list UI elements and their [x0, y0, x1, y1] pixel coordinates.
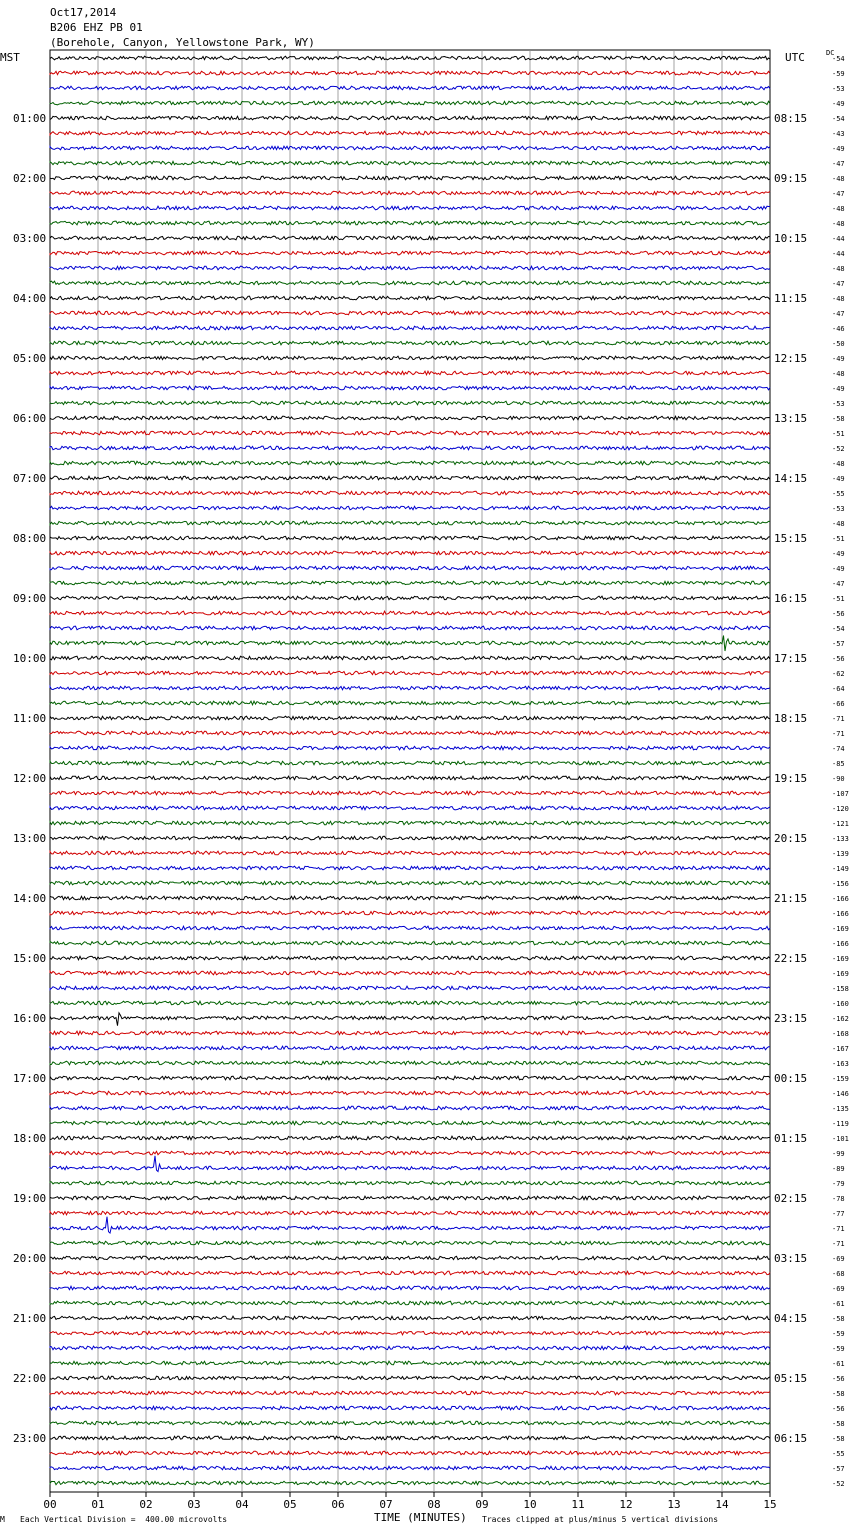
dc-offset-label: -49	[832, 145, 845, 153]
trace-line	[50, 731, 770, 735]
x-tick-label: 00	[43, 1498, 57, 1511]
trace-line	[50, 101, 770, 105]
dc-offset-label: -149	[832, 865, 849, 873]
trace-line	[50, 176, 770, 180]
dc-offset-label: -53	[832, 85, 845, 93]
trace-line	[50, 116, 770, 120]
dc-offset-label: -74	[832, 745, 845, 753]
mst-hour-label: 20:00	[13, 1252, 47, 1265]
dc-offset-label: -66	[832, 700, 845, 708]
dc-offset-label: -44	[832, 235, 845, 243]
utc-hour-label: 17:15	[774, 652, 808, 665]
dc-offset-label: -146	[832, 1090, 849, 1098]
trace-line	[50, 1346, 770, 1350]
dc-offset-label: -58	[832, 1315, 845, 1323]
dc-offset-label: -47	[832, 310, 845, 318]
dc-offset-label: -71	[832, 715, 845, 723]
x-tick-label: 11	[571, 1498, 585, 1511]
trace-line	[50, 986, 770, 990]
dc-offset-label: -133	[832, 835, 849, 843]
dc-offset-label: -68	[832, 1270, 845, 1278]
utc-hour-label: 15:15	[774, 532, 808, 545]
dc-offset-label: -58	[832, 1435, 845, 1443]
trace-line	[50, 806, 770, 810]
utc-hour-label: 02:15	[774, 1192, 808, 1205]
mst-hour-label: 05:00	[13, 352, 47, 365]
trace-line	[50, 836, 770, 840]
dc-offset-label: -49	[832, 475, 845, 483]
x-axis-title: TIME (MINUTES)	[374, 1511, 467, 1524]
mst-hour-label: 13:00	[13, 832, 47, 845]
trace-line	[50, 1076, 770, 1080]
utc-hour-label: 16:15	[774, 592, 808, 605]
dc-offset-label: -166	[832, 895, 849, 903]
trace-line	[50, 536, 770, 540]
trace-line	[50, 1217, 770, 1233]
dc-offset-label: -120	[832, 805, 849, 813]
dc-offset-label: -52	[832, 1480, 845, 1488]
x-tick-label: 01	[91, 1498, 105, 1511]
utc-hour-label: 20:15	[774, 832, 808, 845]
utc-hour-label: 23:15	[774, 1012, 808, 1025]
trace-line	[50, 161, 770, 165]
dc-offset-label: -159	[832, 1075, 849, 1083]
x-tick-label: 14	[715, 1498, 729, 1511]
x-tick-label: 07	[379, 1498, 393, 1511]
dc-offset-label: -101	[832, 1135, 849, 1143]
trace-line	[50, 296, 770, 300]
dc-offset-label: -64	[832, 685, 845, 693]
dc-offset-label: -69	[832, 1255, 845, 1263]
trace-line	[50, 416, 770, 420]
dc-offset-label: -62	[832, 670, 845, 678]
trace-line	[50, 941, 770, 945]
trace-line	[50, 1181, 770, 1185]
dc-offset-label: -107	[832, 790, 849, 798]
trace-line	[50, 371, 770, 375]
utc-hour-label: 06:15	[774, 1432, 808, 1445]
dc-offset-label: -54	[832, 115, 845, 123]
trace-line	[50, 251, 770, 255]
trace-line	[50, 611, 770, 615]
dc-offset-label: -48	[832, 265, 845, 273]
x-tick-label: 06	[331, 1498, 345, 1511]
utc-hour-label: 18:15	[774, 712, 808, 725]
trace-line	[50, 1256, 770, 1260]
dc-offset-label: -46	[832, 325, 845, 333]
trace-line	[50, 71, 770, 75]
x-tick-label: 04	[235, 1498, 249, 1511]
trace-line	[50, 581, 770, 585]
mst-hour-label: 23:00	[13, 1432, 47, 1445]
dc-offset-label: -55	[832, 490, 845, 498]
utc-hour-label: 01:15	[774, 1132, 808, 1145]
dc-offset-label: -58	[832, 1420, 845, 1428]
utc-hour-label: 10:15	[774, 232, 808, 245]
dc-offset-label: -49	[832, 355, 845, 363]
mst-hour-label: 04:00	[13, 292, 47, 305]
trace-line	[50, 716, 770, 720]
utc-hour-label: 12:15	[774, 352, 808, 365]
trace-line	[50, 1421, 770, 1425]
utc-hour-label: 08:15	[774, 112, 808, 125]
dc-offset-label: -90	[832, 775, 845, 783]
dc-offset-label: -49	[832, 385, 845, 393]
utc-hour-label: 04:15	[774, 1312, 808, 1325]
dc-offset-label: -59	[832, 1330, 845, 1338]
trace-line	[50, 596, 770, 600]
dc-offset-label: -51	[832, 430, 845, 438]
dc-offset-label: -56	[832, 1375, 845, 1383]
dc-offset-label: -85	[832, 760, 845, 768]
mst-hour-label: 12:00	[13, 772, 47, 785]
trace-line	[50, 776, 770, 780]
trace-line	[50, 491, 770, 495]
dc-offset-label: -158	[832, 985, 849, 993]
dc-offset-label: -61	[832, 1360, 845, 1368]
mst-hour-label: 10:00	[13, 652, 47, 665]
mst-hour-label: 18:00	[13, 1132, 47, 1145]
dc-offset-label: -57	[832, 640, 845, 648]
station-location: (Borehole, Canyon, Yellowstone Park, WY)	[50, 36, 315, 49]
plot-date: Oct17,2014	[50, 6, 117, 19]
trace-line	[50, 821, 770, 825]
dc-offset-label: -135	[832, 1105, 849, 1113]
trace-line	[50, 1241, 770, 1245]
trace-line	[50, 506, 770, 510]
trace-line	[50, 1156, 770, 1172]
trace-line	[50, 851, 770, 855]
dc-offset-label: -168	[832, 1030, 849, 1038]
trace-line	[50, 446, 770, 450]
mst-hour-label: 15:00	[13, 952, 47, 965]
mst-hour-label: 17:00	[13, 1072, 47, 1085]
dc-offset-label: -78	[832, 1195, 845, 1203]
dc-offset-label: -160	[832, 1000, 849, 1008]
dc-offset-label: -71	[832, 1225, 845, 1233]
trace-line	[50, 1406, 770, 1410]
dc-offset-label: -52	[832, 445, 845, 453]
trace-line	[50, 221, 770, 225]
trace-line	[50, 86, 770, 90]
trace-line	[50, 1361, 770, 1365]
trace-line	[50, 146, 770, 150]
trace-line	[50, 566, 770, 570]
utc-hour-label: 22:15	[774, 952, 808, 965]
station-code: B206 EHZ PB 01	[50, 21, 143, 34]
trace-line	[50, 791, 770, 795]
utc-hour-label: 05:15	[774, 1372, 808, 1385]
dc-offset-label: -48	[832, 205, 845, 213]
trace-line	[50, 1046, 770, 1050]
utc-hour-label: 00:15	[774, 1072, 808, 1085]
trace-line	[50, 341, 770, 345]
trace-line	[50, 326, 770, 330]
trace-line	[50, 686, 770, 690]
utc-hour-label: 09:15	[774, 172, 808, 185]
dc-offset-label: -54	[832, 55, 845, 63]
dc-offset-label: -43	[832, 130, 845, 138]
trace-line	[50, 1136, 770, 1140]
dc-offset-label: -139	[832, 850, 849, 858]
dc-offset-label: -71	[832, 730, 845, 738]
dc-offset-label: -48	[832, 370, 845, 378]
trace-line	[50, 1106, 770, 1110]
dc-offset-label: -49	[832, 100, 845, 108]
dc-offset-label: -49	[832, 565, 845, 573]
dc-offset-label: -57	[832, 1465, 845, 1473]
trace-line	[50, 401, 770, 405]
trace-line	[50, 281, 770, 285]
right-timezone-label: UTC	[785, 51, 805, 64]
dc-offset-label: -59	[832, 70, 845, 78]
trace-line	[50, 956, 770, 960]
dc-offset-label: -166	[832, 910, 849, 918]
dc-offset-label: -48	[832, 175, 845, 183]
x-tick-label: 05	[283, 1498, 297, 1511]
dc-offset-label: -169	[832, 955, 849, 963]
corner-mark: M	[0, 1515, 5, 1524]
trace-line	[50, 461, 770, 465]
dc-offset-label: -49	[832, 550, 845, 558]
dc-offset-label: -99	[832, 1150, 845, 1158]
mst-hour-label: 09:00	[13, 592, 47, 605]
x-tick-label: 10	[523, 1498, 537, 1511]
mst-hour-label: 03:00	[13, 232, 47, 245]
dc-offset-label: -167	[832, 1045, 849, 1053]
mst-hour-label: 02:00	[13, 172, 47, 185]
trace-line	[50, 476, 770, 480]
mst-hour-label: 08:00	[13, 532, 47, 545]
dc-offset-label: -50	[832, 340, 845, 348]
trace-line	[50, 521, 770, 525]
dc-offset-label: -48	[832, 295, 845, 303]
dc-offset-label: -48	[832, 220, 845, 228]
trace-line	[50, 1316, 770, 1320]
dc-offset-label: -166	[832, 940, 849, 948]
dc-offset-header: DC	[826, 49, 835, 57]
dc-offset-label: -56	[832, 1405, 845, 1413]
utc-hour-label: 11:15	[774, 292, 808, 305]
trace-line	[50, 1151, 770, 1155]
trace-line	[50, 1211, 770, 1215]
trace-line	[50, 131, 770, 135]
trace-line	[50, 1031, 770, 1035]
dc-offset-label: -47	[832, 160, 845, 168]
dc-offset-label: -48	[832, 520, 845, 528]
dc-offset-label: -162	[832, 1015, 849, 1023]
trace-line	[50, 1391, 770, 1395]
trace-line	[50, 866, 770, 870]
trace-line	[50, 1061, 770, 1065]
mst-hour-label: 01:00	[13, 112, 47, 125]
trace-line	[50, 746, 770, 750]
dc-offset-label: -47	[832, 580, 845, 588]
trace-line	[50, 1091, 770, 1095]
trace-line	[50, 266, 770, 270]
trace-line	[50, 56, 770, 60]
dc-offset-label: -89	[832, 1165, 845, 1173]
trace-line	[50, 881, 770, 885]
x-tick-label: 12	[619, 1498, 633, 1511]
trace-line	[50, 1466, 770, 1470]
dc-offset-label: -58	[832, 1390, 845, 1398]
dc-offset-label: -58	[832, 415, 845, 423]
trace-line	[50, 311, 770, 315]
dc-offset-label: -51	[832, 535, 845, 543]
dc-offset-label: -47	[832, 190, 845, 198]
trace-line	[50, 701, 770, 705]
trace-line	[50, 626, 770, 630]
x-tick-label: 02	[139, 1498, 153, 1511]
trace-line	[50, 671, 770, 675]
dc-offset-label: -121	[832, 820, 849, 828]
dc-offset-label: -47	[832, 280, 845, 288]
mst-hour-label: 21:00	[13, 1312, 47, 1325]
trace-line	[50, 431, 770, 435]
mst-hour-label: 22:00	[13, 1372, 47, 1385]
trace-line	[50, 1331, 770, 1335]
dc-offset-label: -51	[832, 595, 845, 603]
dc-offset-label: -44	[832, 250, 845, 258]
trace-line	[50, 386, 770, 390]
dc-offset-label: -55	[832, 1450, 845, 1458]
trace-line	[50, 761, 770, 765]
utc-hour-label: 21:15	[774, 892, 808, 905]
trace-line	[50, 356, 770, 360]
x-tick-label: 03	[187, 1498, 201, 1511]
trace-line	[50, 1121, 770, 1125]
mst-hour-label: 16:00	[13, 1012, 47, 1025]
utc-hour-label: 19:15	[774, 772, 808, 785]
x-tick-label: 15	[763, 1498, 777, 1511]
utc-hour-label: 03:15	[774, 1252, 808, 1265]
trace-line	[50, 1481, 770, 1485]
trace-line	[50, 1451, 770, 1455]
dc-offset-label: -59	[832, 1345, 845, 1353]
utc-hour-label: 14:15	[774, 472, 808, 485]
trace-line	[50, 206, 770, 210]
mst-hour-label: 11:00	[13, 712, 47, 725]
trace-line	[50, 971, 770, 975]
x-tick-label: 08	[427, 1498, 441, 1511]
trace-line	[50, 1271, 770, 1275]
dc-offset-label: -53	[832, 400, 845, 408]
trace-line	[50, 911, 770, 915]
trace-line	[50, 1376, 770, 1380]
trace-line	[50, 1286, 770, 1290]
dc-offset-label: -119	[832, 1120, 849, 1128]
dc-offset-label: -169	[832, 925, 849, 933]
trace-line	[50, 236, 770, 240]
utc-hour-label: 13:15	[774, 412, 808, 425]
trace-line	[50, 191, 770, 195]
mst-hour-label: 07:00	[13, 472, 47, 485]
trace-line	[50, 1436, 770, 1440]
dc-offset-label: -56	[832, 655, 845, 663]
trace-line	[50, 1001, 770, 1005]
trace-line	[50, 896, 770, 900]
trace-line	[50, 551, 770, 555]
trace-line	[50, 656, 770, 660]
dc-offset-label: -79	[832, 1180, 845, 1188]
dc-offset-label: -163	[832, 1060, 849, 1068]
clip-note: Traces clipped at plus/minus 5 vertical divisions	[482, 1515, 719, 1524]
dc-offset-label: -69	[832, 1285, 845, 1293]
x-tick-label: 09	[475, 1498, 489, 1511]
left-timezone-label: MST	[0, 51, 20, 64]
x-tick-label: 13	[667, 1498, 681, 1511]
dc-offset-label: -53	[832, 505, 845, 513]
dc-offset-label: -156	[832, 880, 849, 888]
dc-offset-label: -71	[832, 1240, 845, 1248]
trace-line	[50, 636, 770, 652]
trace-line	[50, 1013, 770, 1026]
mst-hour-label: 14:00	[13, 892, 47, 905]
mst-hour-label: 06:00	[13, 412, 47, 425]
trace-line	[50, 926, 770, 930]
dc-offset-label: -48	[832, 460, 845, 468]
dc-offset-label: -169	[832, 970, 849, 978]
dc-offset-label: -61	[832, 1300, 845, 1308]
trace-line	[50, 1301, 770, 1305]
dc-offset-label: -56	[832, 610, 845, 618]
mst-hour-label: 19:00	[13, 1192, 47, 1205]
scale-note: Each Vertical Division = 400.00 microvolts	[20, 1515, 228, 1524]
dc-offset-label: -77	[832, 1210, 845, 1218]
dc-offset-label: -54	[832, 625, 845, 633]
trace-line	[50, 1196, 770, 1200]
